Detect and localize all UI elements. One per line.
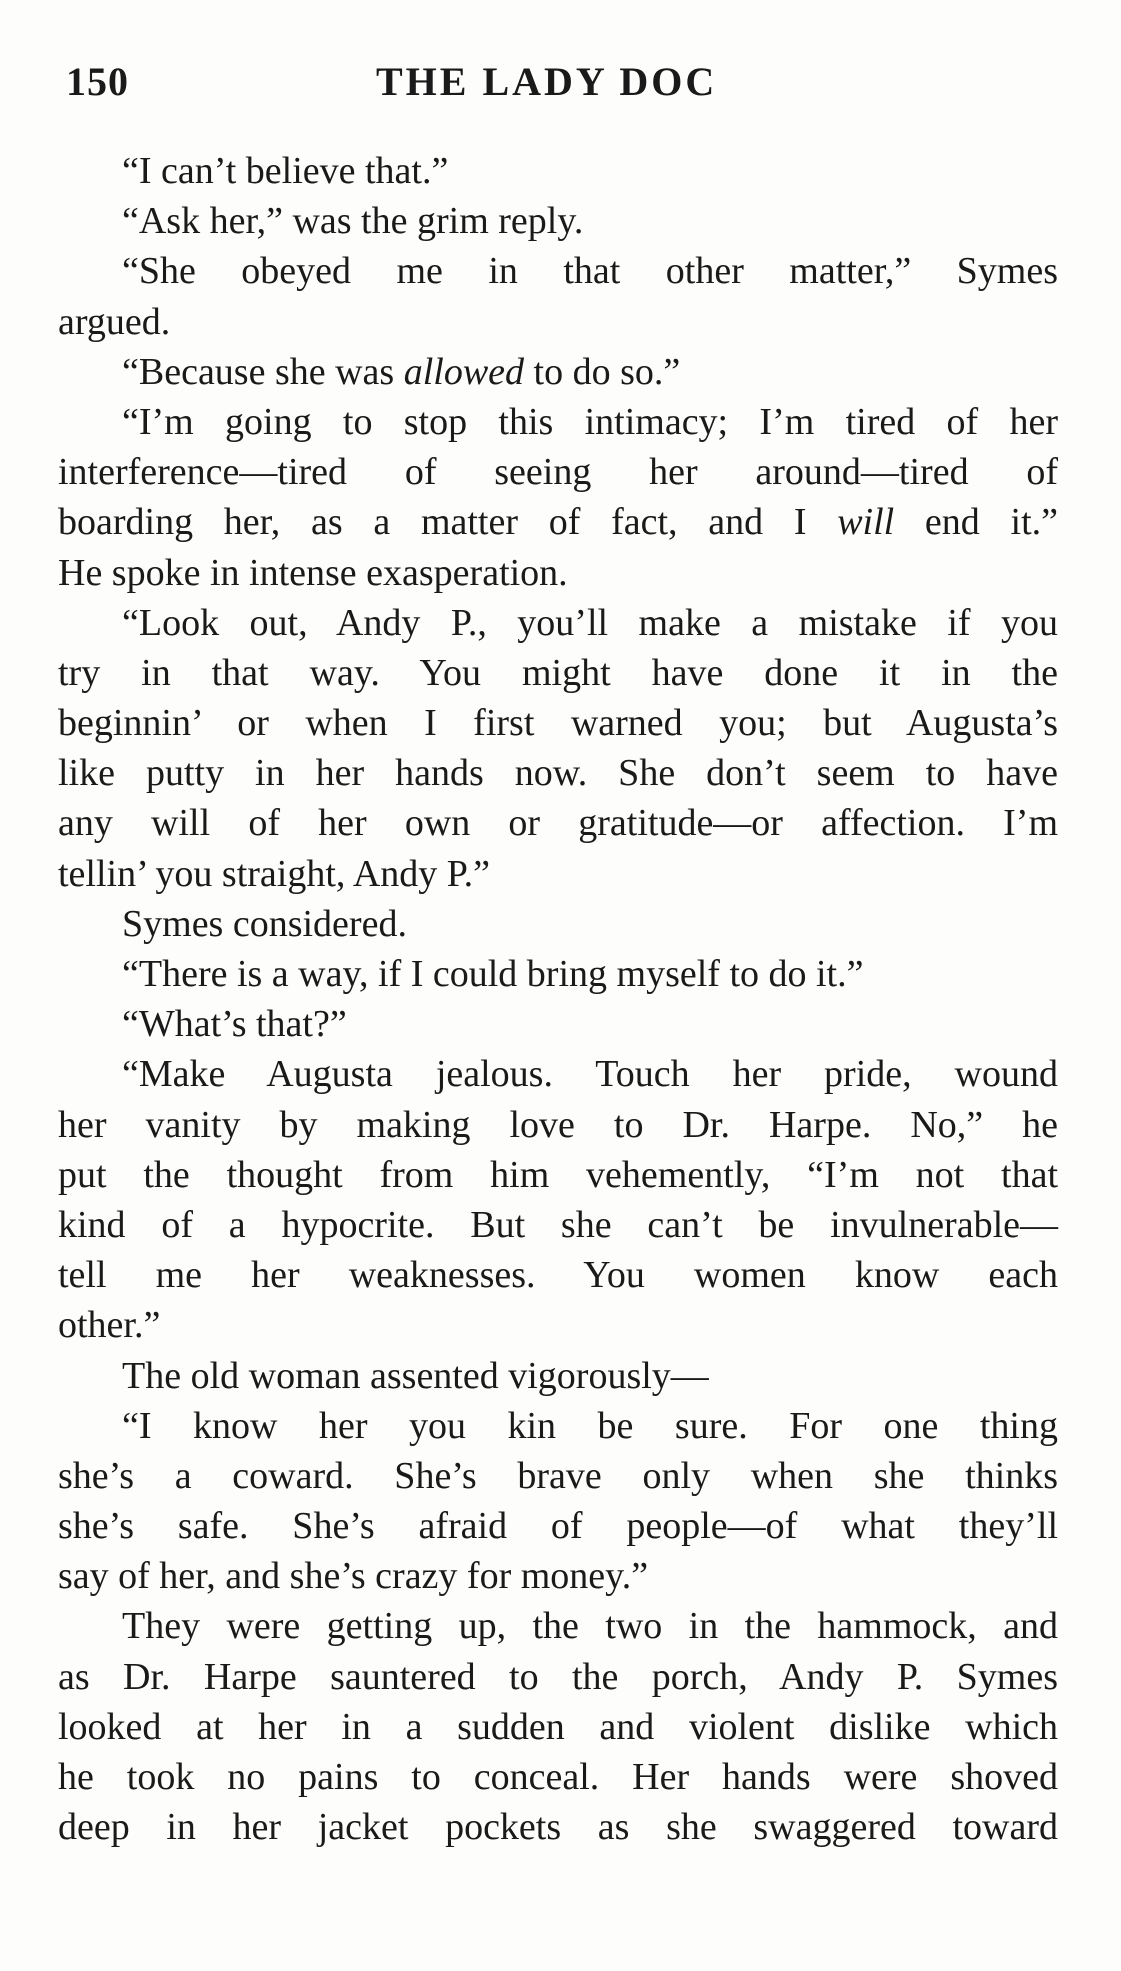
text-line: beginnin’ or when I first warned you; but Augusta’s (58, 702, 1058, 745)
text-line: say of her, and she’s crazy for money.” (58, 1555, 649, 1598)
text-line (58, 497, 1058, 547)
text-line: interference—tired of seeing her around—tired of (58, 451, 1058, 494)
text-line: tellin’ you straight, Andy P.” (58, 852, 491, 895)
text-line: she’s safe. She’s afraid of people—of what they’ll (58, 1505, 1058, 1548)
text-line: “What’s that?” (122, 1003, 347, 1046)
text-line: like putty in her hands now. She don’t seem to have (58, 752, 1058, 795)
text-line: looked at her in a sudden and violent dislike which (58, 1705, 1058, 1748)
text-line (58, 347, 1058, 397)
page-number: 150 (66, 59, 129, 104)
page-header (66, 58, 1056, 118)
body-text (58, 146, 1058, 1852)
text-line: “Ask her,” was the grim reply. (122, 200, 584, 243)
text-line: “I can’t believe that.” (122, 150, 449, 192)
text-line: “I know her you kin be sure. For one thing (122, 1404, 1058, 1447)
text-line: as Dr. Harpe sauntered to the porch, Andy P. Symes (58, 1655, 1058, 1698)
text-segment: boarding her, as a matter of fact, and I (58, 501, 838, 544)
text-line: Symes considered. (122, 902, 407, 945)
text-line: “Look out, Andy P., you’ll make a mistake if you (122, 601, 1058, 644)
text-segment: to do so.” (524, 350, 681, 393)
text-line: They were getting up, the two in the hammock, and (122, 1605, 1058, 1648)
text-line: kind of a hypocrite. But she can’t be invulnerable— (58, 1203, 1058, 1246)
text-line: “She obeyed me in that other matter,” Symes (122, 250, 1058, 293)
text-line: “There is a way, if I could bring myself to do it.” (122, 953, 864, 995)
text-line: deep in her jacket pockets as she swaggered toward (58, 1806, 1058, 1849)
text-line: put the thought from him vehemently, “I’m not that (58, 1153, 1058, 1196)
text-line: other.” (58, 1304, 161, 1347)
text-line: “Make Augusta jealous. Touch her pride, wound (122, 1053, 1058, 1096)
text-line: argued. (58, 300, 171, 343)
text-line: The old woman assented vigorously— (122, 1354, 709, 1397)
text-line: he took no pains to conceal. Her hands were shoved (58, 1756, 1058, 1798)
text-line: try in that way. You might have done it in the (58, 651, 1058, 694)
italic-word: will (837, 501, 895, 544)
text-line: she’s a coward. She’s brave only when she thinks (58, 1454, 1058, 1497)
text-line: any will of her own or gratitude—or affection. I’m (58, 802, 1058, 845)
italic-word: allowed (403, 350, 525, 393)
text-line: her vanity by making love to Dr. Harpe. No,” he (58, 1103, 1058, 1146)
text-line: “I’m going to stop this intimacy; I’m tired of her (122, 400, 1058, 443)
text-line: He spoke in intense exasperation. (58, 551, 568, 594)
running-head: THE LADY DOC (376, 59, 718, 104)
text-line: tell me her weaknesses. You women know each (58, 1254, 1058, 1297)
text-segment: end it.” (894, 501, 1058, 544)
text-segment: “Because she was (122, 350, 404, 393)
